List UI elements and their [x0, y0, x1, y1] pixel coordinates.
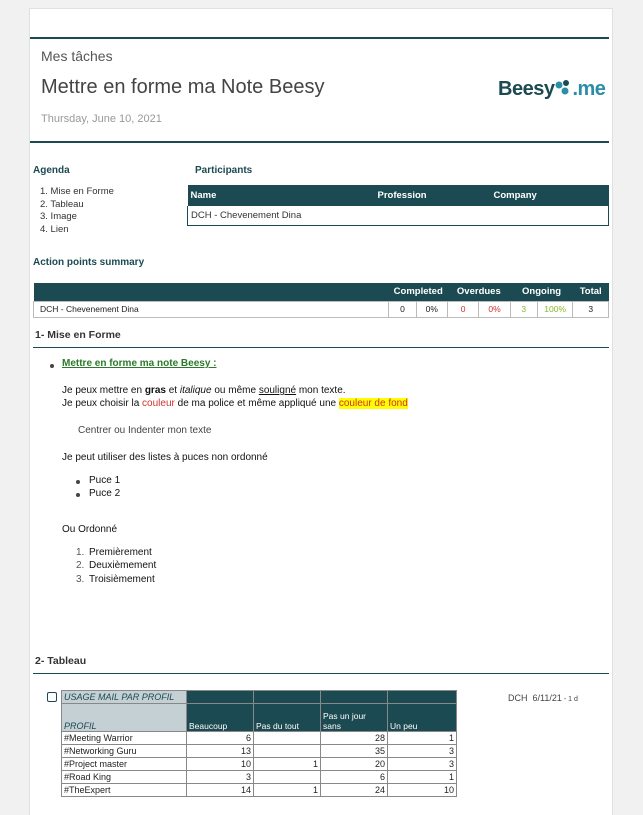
header-bottom-rule — [30, 141, 609, 143]
list-item: Puce 1 — [89, 475, 121, 486]
section2-heading: 2- Tableau — [35, 655, 87, 667]
beesy-logo: Beesy .me — [498, 78, 606, 100]
page-date: Thursday, June 10, 2021 — [41, 113, 162, 125]
usage-table — [61, 690, 457, 797]
table-row: #Project master 10 1 20 3 — [62, 758, 457, 771]
table-row: DCH - Chevenement Dina 0 0% 0 0% 3 100% 3 — [34, 301, 609, 317]
column-header: Company — [491, 185, 609, 206]
task-checkbox[interactable] — [47, 692, 57, 702]
participant-name: DCH - Chevenement Dina — [188, 206, 609, 225]
table-row: #Meeting Warrior 6 28 1 — [62, 732, 457, 745]
column-header: Overdues — [447, 283, 510, 301]
list-intro: Je peut utiliser des listes à puces non ordonné — [62, 452, 268, 463]
ordered-intro: Ou Ordonné — [62, 524, 118, 535]
participants-label: Participants — [195, 165, 253, 176]
indent-text: Centrer ou Indenter mon texte — [78, 425, 212, 436]
agenda-item: 1. Mise en Forme — [40, 186, 114, 197]
agenda-label: Agenda — [33, 165, 70, 176]
task-meta: DCH 6/11/21 - 1 d — [508, 693, 578, 703]
header-top-rule — [30, 37, 609, 39]
note-link[interactable]: Mettre en forme ma note Beesy : — [62, 358, 217, 369]
column-header: Pas du tout — [254, 704, 321, 732]
bullet-dot — [76, 480, 80, 484]
member-name: DCH - Chevenement Dina — [34, 301, 389, 317]
list-item: Premièrement — [89, 547, 152, 558]
agenda-item: 4. Lien — [40, 223, 69, 235]
section-rule — [33, 347, 609, 348]
section-title: Mes tâches — [41, 48, 113, 64]
action-points-label: Action points summary — [33, 257, 145, 268]
column-header: Pas un jour sans — [321, 704, 388, 732]
row-header: PROFIL — [62, 704, 187, 732]
format-line-1: Je peux mettre en gras et italique ou même souligné mon texte. — [62, 385, 346, 396]
column-header: Name — [188, 185, 375, 206]
column-header: Beaucoup — [187, 704, 254, 732]
table-title: USAGE MAIL PAR PROFIL — [62, 691, 187, 704]
bullet-dot — [76, 493, 80, 497]
table-row: #Road King 3 6 1 — [62, 771, 457, 784]
list-item: Deuxièmement — [89, 560, 157, 571]
list-item: Puce 2 — [89, 488, 121, 499]
bullet-dot — [50, 364, 54, 368]
column-header: Profession — [375, 185, 491, 206]
action-points-table — [33, 283, 609, 318]
column-header: Completed — [389, 283, 448, 301]
page-title: Mettre en forme ma Note Beesy — [41, 76, 325, 98]
list-item: Troisièmement — [89, 574, 155, 585]
column-header: Un peu — [388, 704, 457, 732]
table-row: #TheExpert 14 1 24 10 — [62, 784, 457, 797]
table-row: #Networking Guru 13 35 3 — [62, 745, 457, 758]
format-line-2: Je peux choisir la couleur de ma police et même appliqué une couleur de fond — [62, 398, 408, 409]
section-rule — [33, 673, 609, 674]
agenda-list — [40, 186, 114, 236]
table-row — [188, 206, 609, 225]
agenda-item: 3. Image — [40, 211, 77, 222]
participants-table — [187, 185, 609, 226]
document-page: Mes tâches Mettre en forme ma Note Beesy Thursday, June 10, 2021 Beesy .me Agenda 1. Mise en Forme 2. Tableau 3. Image 4. Lien Participants Name Profession Company DCH - Chevenement Dina Action points summary Completed Overdues Ongoing Total DCH - Chevenement Dina 0 0% 0 0% 3 100% 3 1- Mise en Forme Mettre en forme ma note Beesy : Je peux mettre en gras et italique ou même souligné mon texte. Je peux choisir la couleur de ma police et même appliqué une couleur de fond Centrer ou Indenter mon texte Je peut utiliser des listes à puces non ordonné Puce 1 Puce 2 Ou Ordonné 1. Premièrement 2. Deuxièmement 3. Troisièmement 2- Tableau USAGE MAIL PAR PROFIL PROFIL Beaucoup Pas du tout Pas un jour sans Un peu #Meeting Warrior 6 28 1 #Networking Guru 13 35 3 #Project master 10 1 20 3 #Road King 3 6 1 #TheExpert 14 1 24 10 DCH 6/11/21 - 1 d — [29, 8, 613, 815]
bee-icon — [554, 79, 572, 97]
agenda-item: 2. Tableau — [40, 198, 84, 210]
column-header: Total — [573, 283, 609, 301]
column-header: Ongoing — [510, 283, 573, 301]
section1-heading: 1- Mise en Forme — [35, 329, 121, 341]
